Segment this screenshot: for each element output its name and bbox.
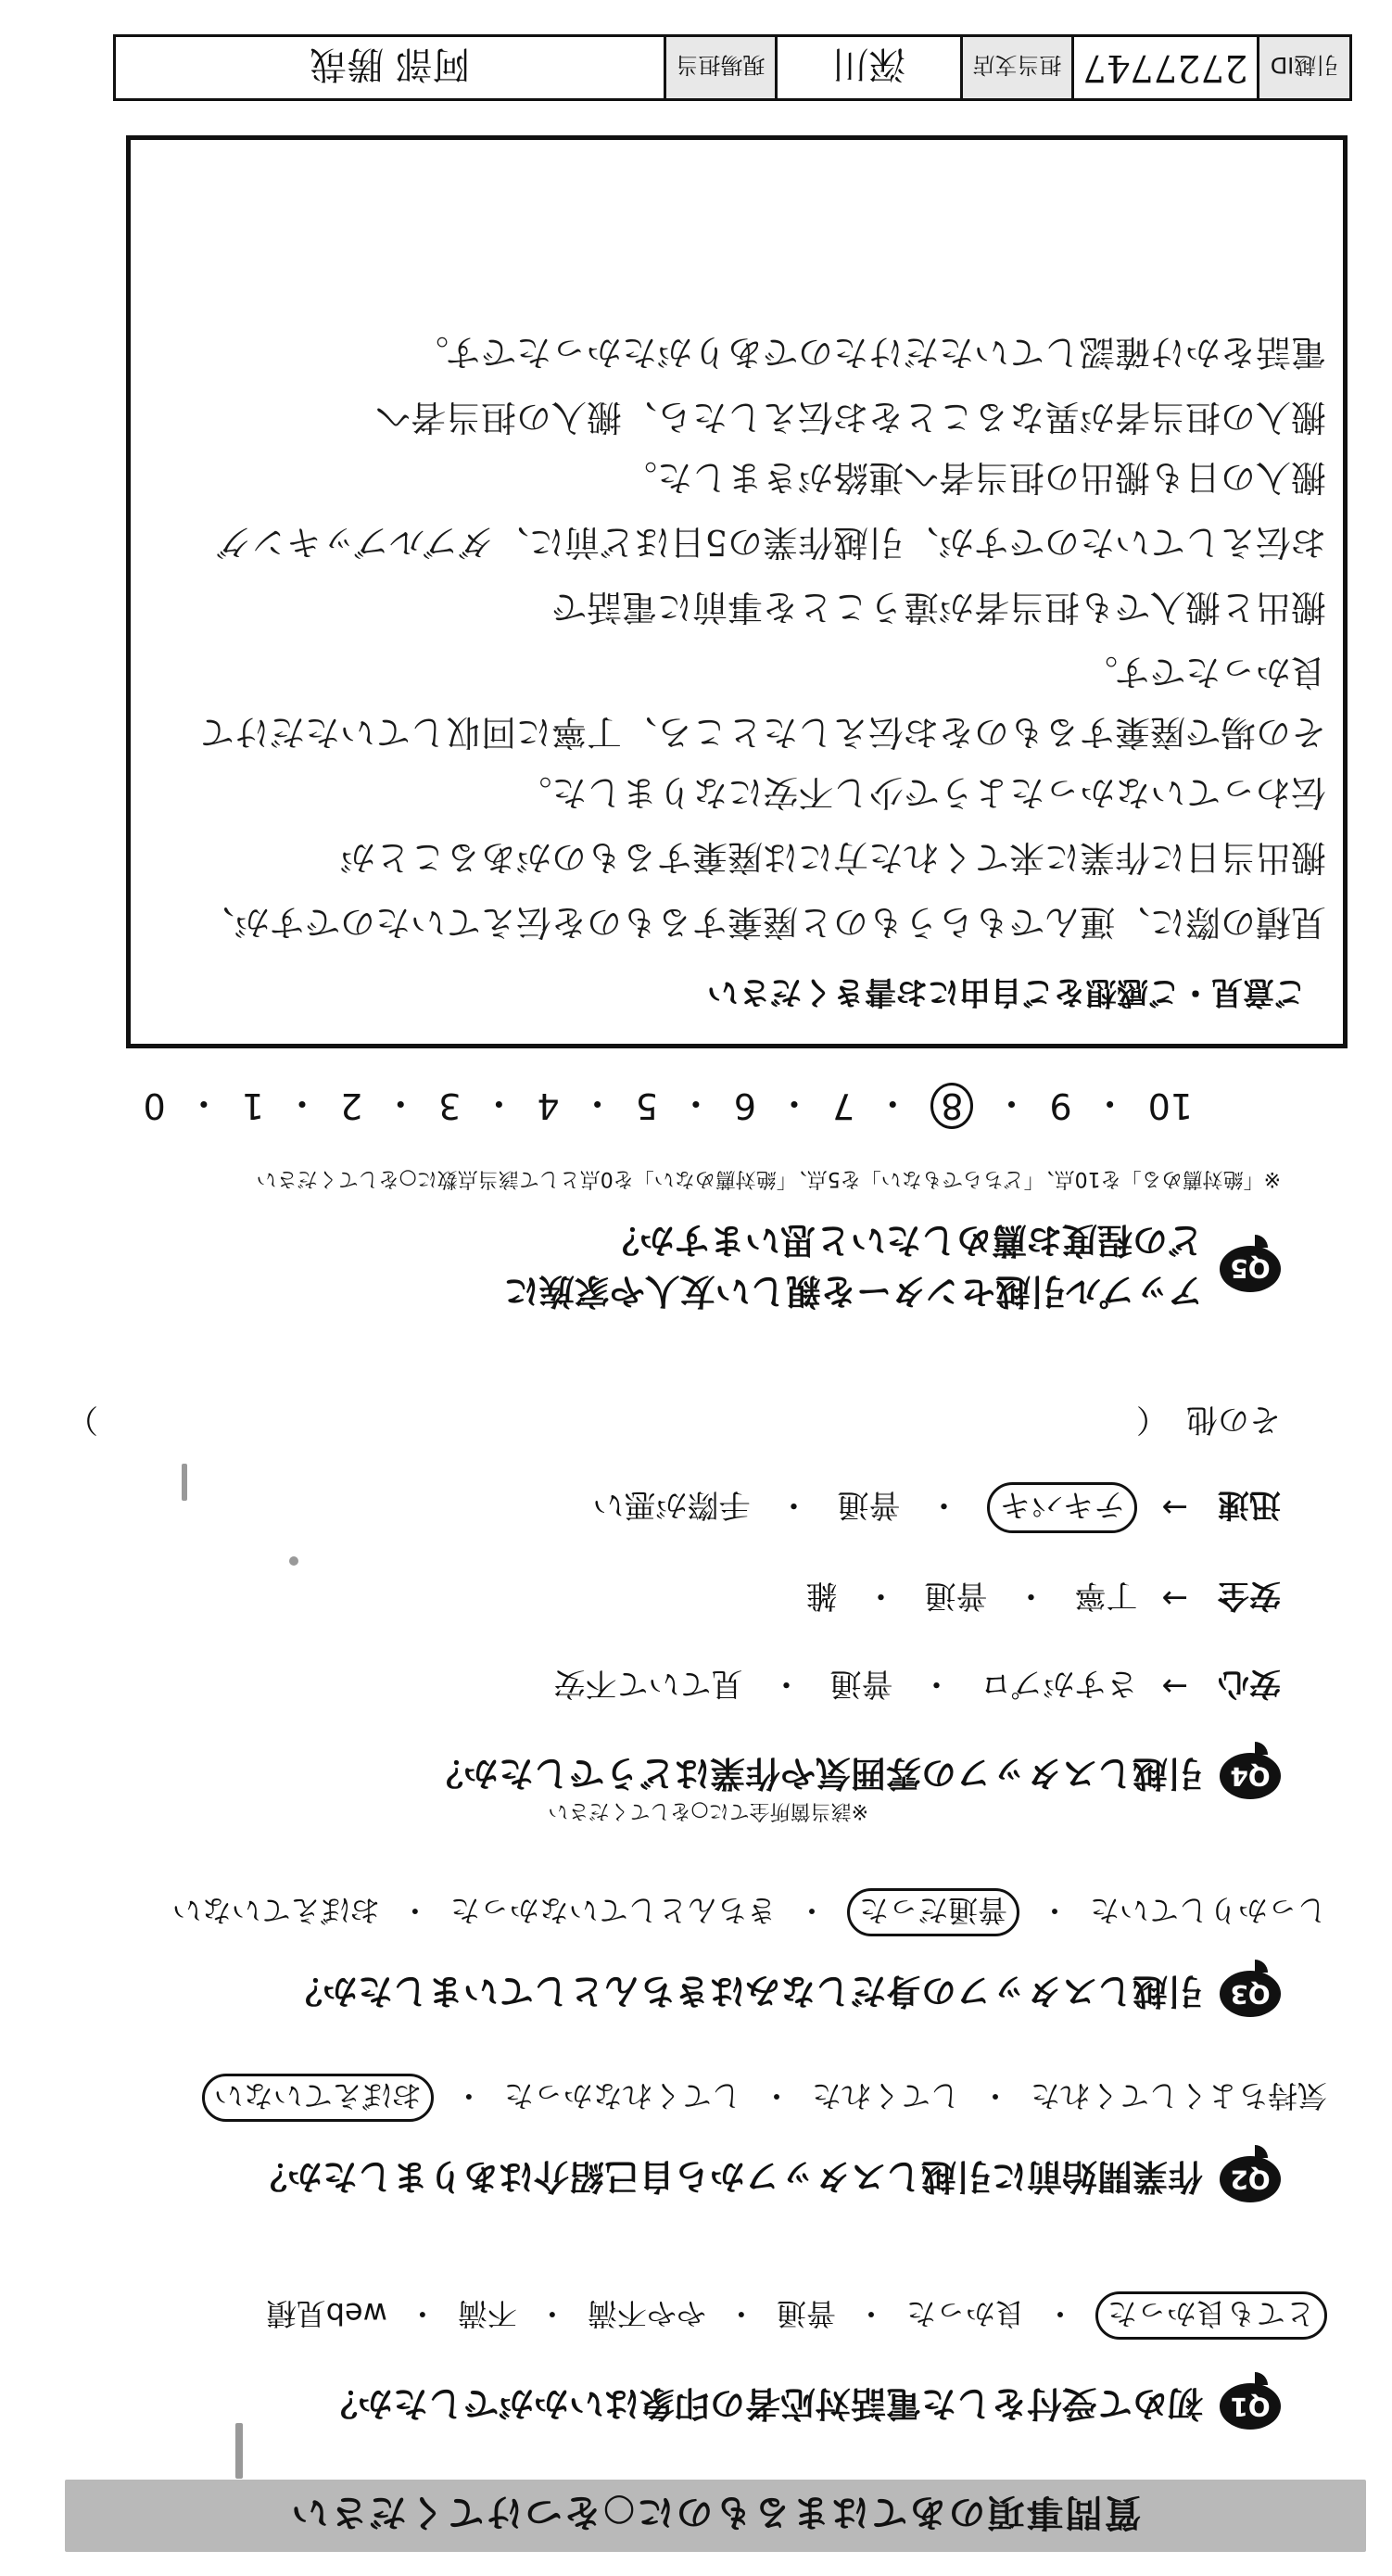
question-4 (428, 1751, 1281, 1802)
q3-badge: Q3 (1220, 1972, 1281, 2018)
id-table (113, 34, 1352, 101)
question-5 (504, 1218, 1281, 1320)
branch-value[interactable]: 深川 (775, 37, 960, 98)
q4-option[interactable]: 普通 (829, 1665, 893, 1702)
q3-option[interactable]: きちんとしていなかった (449, 1893, 777, 1928)
q2-option[interactable]: してくれなかった (503, 2078, 741, 2113)
comment-line: 搬入の日も搬出の担当者へ連絡がきました。 (621, 457, 1326, 498)
q3-text: 引越しスタッフの身だしなみはきちんとしていましたか？ (286, 1971, 1203, 2011)
q4-row-anzen: 安全 → 丁寧 ・ 普通 ・ 雑 (806, 1576, 1282, 1621)
q4-row-label: 迅速 (1218, 1486, 1281, 1523)
q2-option-selected[interactable]: おぼえていない (202, 2074, 434, 2122)
q2-option[interactable]: 気持ちよくしてくれた (1030, 2078, 1327, 2113)
comment-line: 搬出と搬入でも担当者が違うことを事前に電話で (550, 587, 1326, 628)
scan-mark (182, 1464, 187, 1501)
q3-option-selected[interactable]: 普通だった (847, 1888, 1019, 1936)
q4-option[interactable]: さすがプロ (980, 1665, 1138, 1702)
q4-badge: Q4 (1220, 1754, 1281, 1800)
q4-option-selected[interactable]: テキパキ (988, 1482, 1138, 1533)
q5-text-line1: アップル引越センターを親しい友人や家族に (503, 1271, 1203, 1312)
scale-point[interactable]: 10 (1147, 1085, 1193, 1127)
q4-row-anshin: 安心 → さすがプロ ・ 普通 ・ 見ていて不安 (554, 1664, 1282, 1709)
scale-point[interactable]: 1 (241, 1085, 264, 1127)
q3-option[interactable]: しっかりしていた (1089, 1893, 1327, 1928)
instruction-band: 質問事項のあてはまるものに○をつけてください (65, 2480, 1366, 2552)
scan-mark (235, 2423, 243, 2479)
lead-label: 現場担当 (664, 37, 775, 98)
q4-option[interactable]: 普通 (837, 1486, 901, 1523)
q4-option[interactable]: 丁寧 (1074, 1577, 1138, 1614)
comment-line: お伝えしていたのですが、引越作業の5日ほど前に、ダブルブッキング (217, 522, 1326, 563)
question-3 (287, 1969, 1281, 2020)
lead-value[interactable]: 阿部 勝哉 (310, 43, 470, 86)
q1-option[interactable]: やや不満 (587, 2296, 706, 2331)
scale-point[interactable]: 6 (733, 1085, 757, 1127)
q1-text: 初めて受付をした電話対応者の印象はいかがでしたか？ (322, 2383, 1203, 2424)
q1-badge: Q1 (1220, 2384, 1281, 2430)
q5-scale: 10 ・ 9 ・ 8 ・ 7 ・ 6 ・ 5 ・ 4 ・ 3 ・ 2 ・ 1 ・ 0 (144, 1081, 1193, 1132)
q4-option[interactable]: 雑 (805, 1577, 838, 1614)
q1-option[interactable]: 普通 (776, 2296, 836, 2331)
q4-row-label: 安全 (1218, 1577, 1281, 1614)
q2-text: 作業開始前に引越しスタッフから自己紹介はありましたか？ (251, 2156, 1203, 2197)
scale-point[interactable]: 7 (832, 1085, 855, 1127)
q2-option[interactable]: してくれた (811, 2078, 960, 2113)
comment-line: その場で廃棄するものをお伝えしたところ、丁寧に回収していただけて (198, 712, 1326, 753)
q4-row-label: 安心 (1218, 1665, 1281, 1702)
q1-options: とても良かった ・ 良かった ・ 普通 ・ やや不満 ・ 不満 ・ web見積 (267, 2291, 1327, 2340)
id-label: 引越ID (1257, 37, 1349, 98)
question-1 (323, 2381, 1281, 2432)
q1-option[interactable]: 不満 (457, 2296, 517, 2331)
question-2 (252, 2154, 1281, 2205)
q5-text-line2: どの程度お薦めしたいと思いますか？ (603, 1220, 1203, 1261)
q4-note: ※該当箇所全てに○をしてください (548, 1799, 868, 1822)
q5-badge: Q5 (1220, 1246, 1281, 1292)
comment-line: 良かったです。 (1082, 652, 1326, 692)
q4-option[interactable]: 見ていて不安 (553, 1665, 743, 1702)
scale-point[interactable]: 3 (438, 1085, 462, 1127)
scale-point[interactable]: 5 (635, 1085, 658, 1127)
scan-mark (289, 1556, 298, 1566)
q4-text: 引越しスタッフの雰囲気や作業はどうでしたか？ (427, 1753, 1203, 1794)
q1-option[interactable]: web見積 (266, 2296, 387, 2331)
scale-point[interactable]: 9 (1049, 1085, 1072, 1127)
comment-line: 搬入の担当者が異なることをお伝えしたら、搬入の担当者へ (374, 397, 1326, 438)
branch-label: 担当支店 (960, 37, 1071, 98)
q5-note: ※「絶対薦める」を10点、「どちらでもない」を5点、「絶対薦めない」を0点として該当点数に○をしてください (256, 1167, 1281, 1190)
id-value[interactable]: 2727747 (1071, 37, 1257, 98)
q4-option[interactable]: 普通 (924, 1577, 988, 1614)
q1-option-selected[interactable]: とても良かった (1095, 2291, 1327, 2340)
q2-badge: Q2 (1220, 2157, 1281, 2203)
comment-line: 伝わっていなかったようで少し不安になりました。 (516, 772, 1326, 813)
q3-option[interactable]: おぼえていない (171, 1893, 380, 1928)
q4-option[interactable]: 手際が悪い (592, 1486, 751, 1523)
scale-point[interactable]: 4 (537, 1085, 560, 1127)
q4-other-label: その他 (1186, 1401, 1281, 1438)
scale-point[interactable]: 2 (340, 1085, 363, 1127)
comment-line: 見積の際に、運んでもらうものと廃棄するものを伝えていたのですが、 (198, 902, 1326, 943)
comment-line: 搬出当日に作業に来てくれた方には廃棄するものがあることが (339, 837, 1326, 878)
scale-point[interactable]: 0 (143, 1085, 166, 1127)
comment-line: 電話をかけ確認していただけたのでありがたかったです。 (413, 332, 1326, 373)
comments-title: ご意見・ご感想をご自由にお書きください (707, 973, 1306, 1010)
q1-option[interactable]: 良かった (905, 2296, 1025, 2331)
q2-options: 気持ちよくしてくれた ・ してくれた ・ してくれなかった ・ おぼえていない (202, 2074, 1327, 2122)
scale-point-selected[interactable]: 8 (930, 1084, 973, 1130)
q3-options: しっかりしていた ・ 普通だった ・ きちんとしていなかった ・ おぼえていない (172, 1888, 1327, 1936)
q4-row-jinsoku: 迅速 → テキパキ ・ 普通 ・ 手際が悪い (593, 1482, 1282, 1533)
q4-other: その他 （ ） (67, 1400, 1281, 1445)
comments-box[interactable] (126, 135, 1348, 1048)
